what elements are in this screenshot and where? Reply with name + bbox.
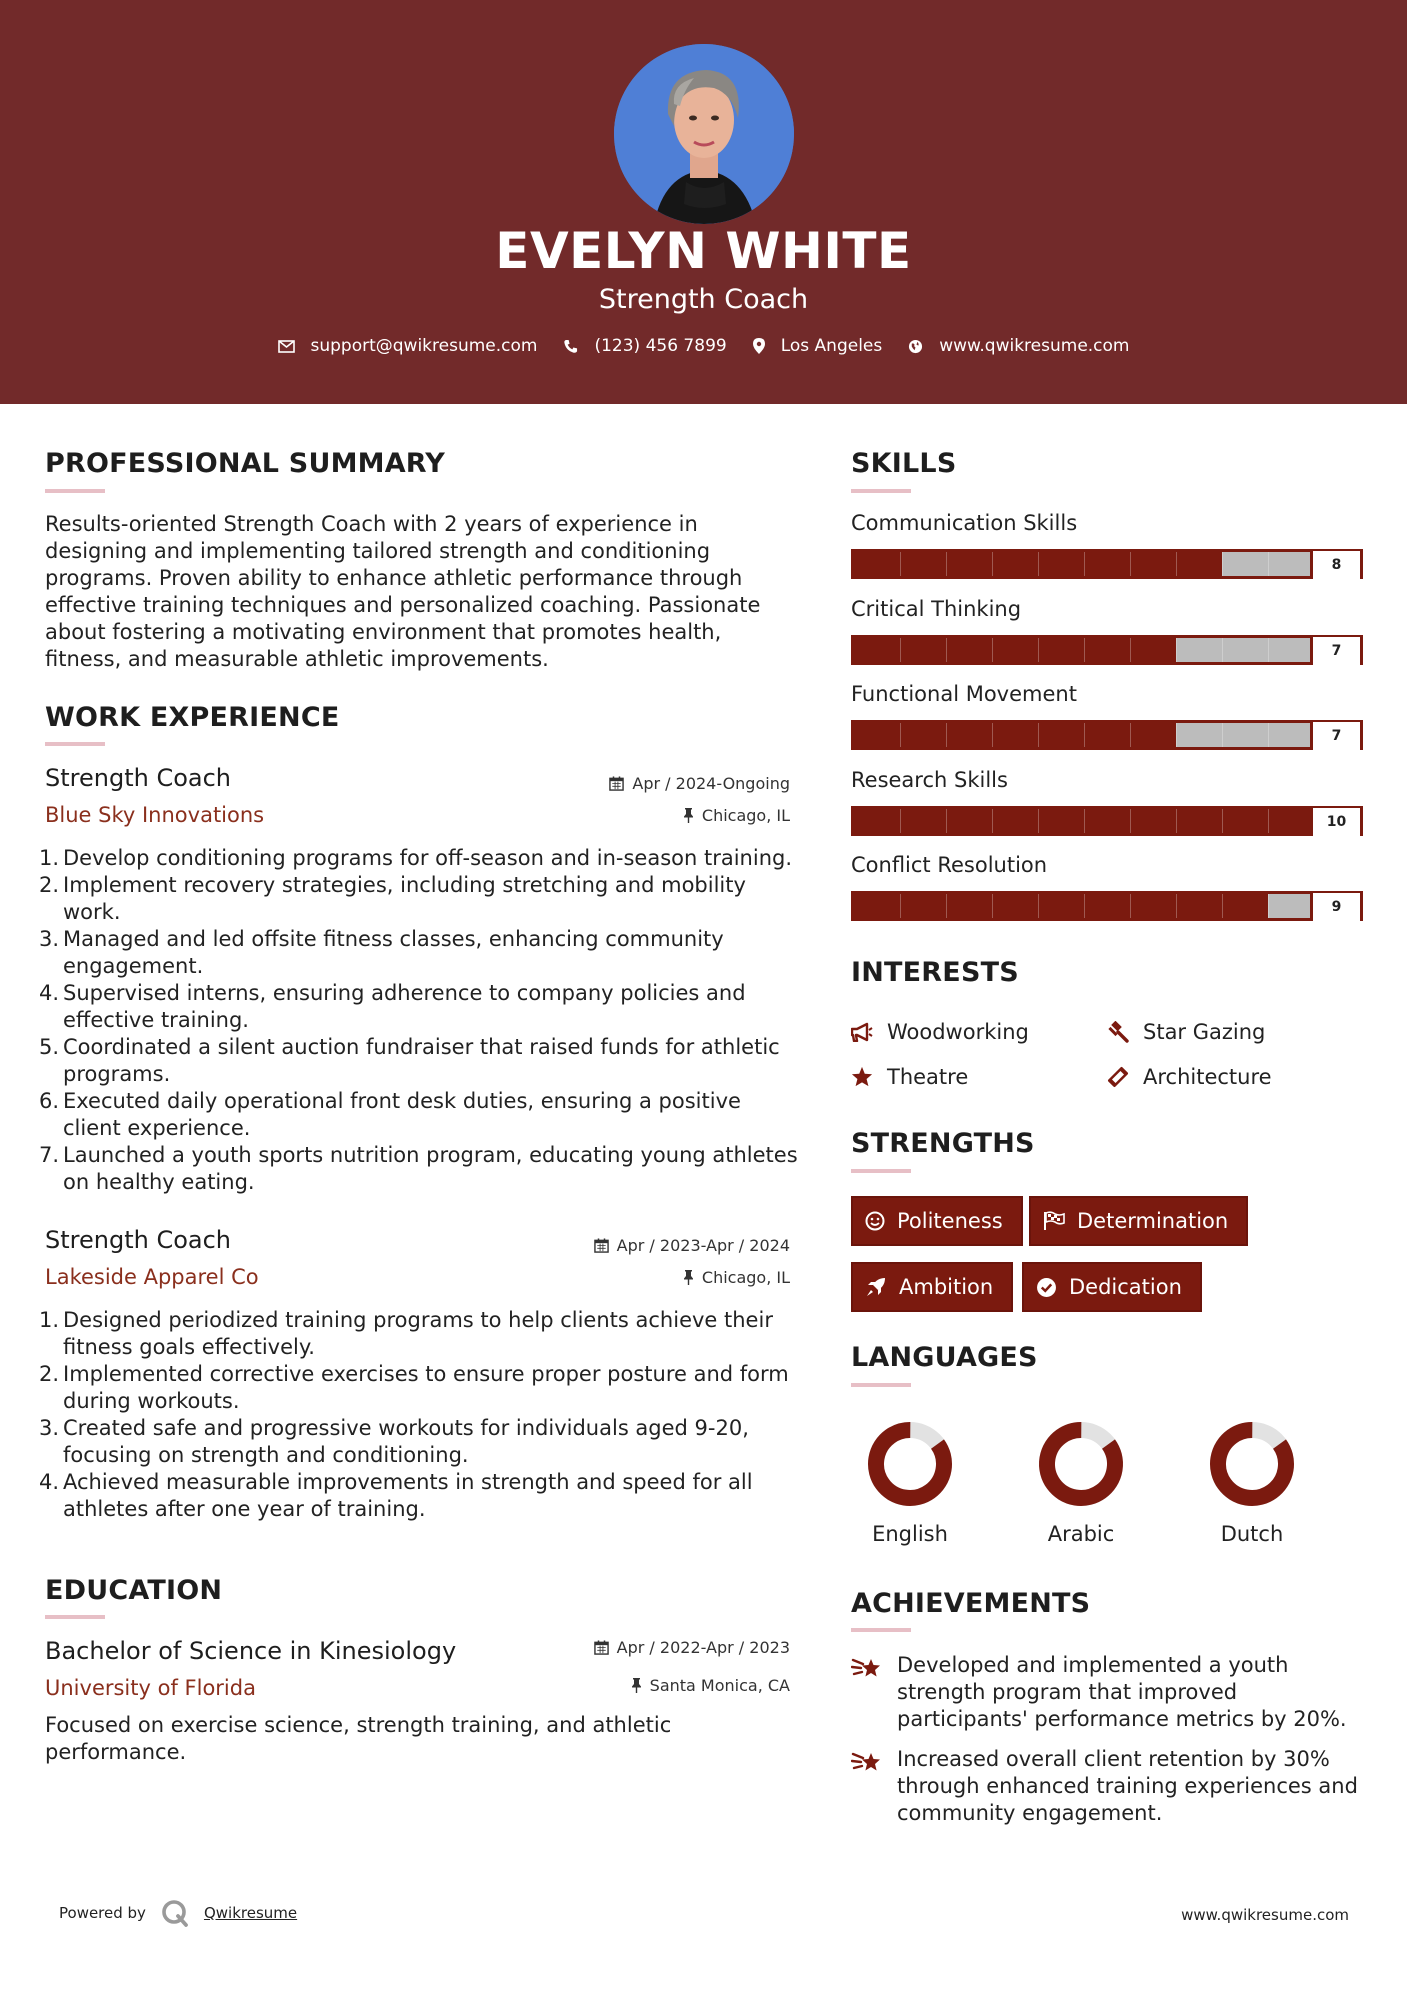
education-location (490, 1676, 790, 1695)
shooting-star-icon (851, 1654, 883, 1682)
qwikresume-link[interactable]: Qwikresume (203, 1904, 298, 1922)
candidate-name: EVELYN WHITE (495, 222, 912, 280)
map-marker-icon (753, 338, 765, 354)
skill-bar-divider (1268, 809, 1269, 833)
language-donut (1036, 1419, 1126, 1509)
skill-level-value: 7 (1310, 637, 1360, 665)
donut-fill (1036, 1419, 1126, 1509)
job-location-text: Chicago, IL (701, 1268, 790, 1287)
skill-bar-divider (1084, 809, 1085, 833)
skill-bar-divider (1038, 809, 1039, 833)
skill-bar-divider (1038, 552, 1039, 576)
profile-photo (614, 44, 794, 224)
skill-bar-divider (946, 809, 947, 833)
skill-bar-divider (1038, 723, 1039, 747)
interest-item (851, 1020, 1029, 1044)
strength-label: Politeness (897, 1209, 1003, 1233)
interests-heading: INTERESTS (851, 957, 1019, 988)
skill-bar-divider (900, 723, 901, 747)
list-item: 1. Develop conditioning programs for off-season and in-season training. (39, 846, 793, 870)
heading-underline (851, 1628, 911, 1632)
skill-bar (851, 720, 1363, 750)
interest-label: Star Gazing (1143, 1020, 1266, 1044)
achievement-text: Developed and implemented a youth strength program that improved participants' performance metrics by 20%. (897, 1653, 1347, 1731)
heading-underline (45, 1615, 105, 1619)
website-text: www.qwikresume.com (939, 336, 1130, 356)
skill-bar-fill (854, 894, 1268, 918)
list-item: 3. Managed and led offsite fitness classes, enhancing community engagement. (39, 927, 724, 978)
skill-bar-divider (946, 723, 947, 747)
interest-label: Architecture (1143, 1065, 1272, 1089)
phone-icon (563, 339, 578, 354)
job-title: Strength Coach (45, 764, 231, 792)
education-dates-text: Apr / 2022-Apr / 2023 (616, 1638, 790, 1657)
strengths-heading: STRENGTHS (851, 1128, 1035, 1159)
job-company: Blue Sky Innovations (45, 803, 265, 827)
skill-bar (851, 806, 1363, 836)
skill-bar-divider (1084, 894, 1085, 918)
skill-bar-divider (1130, 552, 1131, 576)
job-dates (490, 1236, 790, 1255)
summary-text: Results-oriented Strength Coach with 2 years of experience in designing and implementing tailored strength and conditioning programs. Proven ability to enhance athletic performance through effective training techniques and personalized coaching. Passionate about fostering a motivating environment that promotes health, fitness, and measurable athletic improvements. (45, 512, 761, 671)
strength-badge (851, 1262, 1013, 1312)
language-label: Arabic (1047, 1522, 1115, 1546)
job-location (490, 1268, 790, 1287)
skill-bar-divider (946, 552, 947, 576)
languages-heading: LANGUAGES (851, 1342, 1038, 1373)
skill-bar-divider (1130, 894, 1131, 918)
interest-label: Woodworking (887, 1020, 1029, 1044)
list-item: 4. Achieved measurable improvements in strength and speed for all athletes after one year of training. (39, 1470, 753, 1521)
qwikresume-logo-icon (160, 1898, 190, 1928)
header-banner (0, 0, 1407, 404)
experience-heading: WORK EXPERIENCE (45, 702, 340, 733)
calendar-icon (594, 1238, 609, 1253)
contact-website[interactable] (908, 336, 1129, 356)
skill-label: Conflict Resolution (851, 853, 1048, 877)
skill-bar-divider (946, 638, 947, 662)
skill-level-value: 8 (1310, 551, 1360, 579)
skill-bar-fill (854, 809, 1360, 833)
job-location-text: Chicago, IL (701, 806, 790, 825)
heading-underline (851, 1169, 911, 1173)
calendar-icon (594, 1640, 609, 1655)
contact-phone[interactable] (563, 336, 726, 356)
language-donut (1207, 1419, 1297, 1509)
skill-bar-divider (1268, 638, 1269, 662)
footer-website[interactable]: www.qwikresume.com (1181, 1906, 1349, 1924)
thumbtack-icon (631, 1678, 642, 1693)
skill-bar-divider (1268, 894, 1269, 918)
smile-icon (865, 1211, 885, 1231)
shooting-star-icon (851, 1748, 883, 1776)
phone-text: (123) 456 7899 (594, 336, 727, 356)
heading-underline (45, 489, 105, 493)
achievement-item (851, 1746, 1361, 1827)
skill-bar-divider (1084, 723, 1085, 747)
skill-bar (851, 635, 1363, 665)
skill-bar-divider (1222, 809, 1223, 833)
skill-bar-divider (900, 809, 901, 833)
heading-underline (45, 742, 105, 746)
strength-badge (1029, 1196, 1248, 1246)
job-location (490, 806, 790, 825)
language-donut (865, 1419, 955, 1509)
thumbtack-icon (683, 808, 694, 823)
skill-bar-divider (1222, 894, 1223, 918)
skill-label: Functional Movement (851, 682, 1077, 706)
achievement-item (851, 1652, 1361, 1733)
language-label: English (872, 1522, 948, 1546)
contact-location (753, 336, 883, 356)
list-item: 2. Implemented corrective exercises to ensure proper posture and form during workouts. (39, 1362, 789, 1413)
list-item: 7. Launched a youth sports nutrition program, educating young athletes on healthy eating. (39, 1143, 798, 1194)
skill-label: Communication Skills (851, 511, 1078, 535)
skill-bar-divider (992, 723, 993, 747)
globe-icon (908, 339, 923, 354)
skill-bar-divider (992, 894, 993, 918)
list-item: 6. Executed daily operational front desk duties, ensuring a positive client experience. (39, 1089, 741, 1140)
candidate-title: Strength Coach (598, 284, 809, 315)
skill-bar-divider (992, 552, 993, 576)
email-text: support@qwikresume.com (310, 336, 538, 356)
envelope-icon (278, 340, 295, 353)
skill-bar-fill (854, 638, 1176, 662)
skills-heading: SKILLS (851, 448, 957, 479)
job-dates-text: Apr / 2024-Ongoing (632, 774, 790, 793)
skill-bar-divider (1222, 723, 1223, 747)
skill-label: Research Skills (851, 767, 1008, 792)
thumbtack-icon (683, 1270, 694, 1285)
job-bullets (39, 845, 799, 1196)
skill-bar-divider (992, 638, 993, 662)
location-text: Los Angeles (780, 336, 883, 356)
skill-bar-divider (1130, 723, 1131, 747)
check-circle-icon (1036, 1277, 1057, 1298)
gavel-icon (1107, 1021, 1129, 1043)
interest-item (1107, 1020, 1265, 1044)
skill-bar-divider (1130, 809, 1131, 833)
skill-bar-divider (1084, 638, 1085, 662)
skill-bar-divider (1176, 552, 1177, 576)
flag-checkered-icon (1043, 1211, 1065, 1231)
job-title: Strength Coach (45, 1226, 231, 1254)
interest-item (1107, 1065, 1272, 1089)
interest-item (851, 1065, 968, 1089)
education-dates (490, 1638, 790, 1657)
list-item: 1. Designed periodized training programs to help clients achieve their fitness goals effectively. (39, 1308, 773, 1359)
achievement-text: Increased overall client retention by 30% through enhanced training experiences and community engagement. (897, 1747, 1358, 1825)
skill-label: Critical Thinking (851, 596, 1022, 621)
achievements-heading: ACHIEVEMENTS (851, 1588, 1091, 1619)
rocket-icon (865, 1276, 887, 1298)
job-company: Lakeside Apparel Co (45, 1265, 259, 1289)
footer-powered-by (59, 1898, 297, 1928)
donut-fill (865, 1419, 955, 1509)
strength-label: Determination (1077, 1209, 1229, 1233)
strength-badge (1022, 1262, 1202, 1312)
skill-bar-divider (1268, 552, 1269, 576)
skill-bar-divider (1222, 552, 1223, 576)
skill-bar-divider (1176, 809, 1177, 833)
skill-level-value: 10 (1310, 808, 1360, 836)
avatar (614, 44, 794, 224)
skill-level-value: 9 (1310, 893, 1360, 921)
job-dates (490, 774, 790, 793)
bullhorn-icon (851, 1022, 873, 1042)
school-name: University of Florida (45, 1676, 256, 1700)
powered-by-text: Powered by (59, 1904, 146, 1922)
education-heading: EDUCATION (45, 1575, 223, 1606)
heading-underline (851, 1383, 911, 1387)
list-item: 2. Implement recovery strategies, including stretching and mobility work. (39, 873, 746, 924)
strength-badge (851, 1196, 1023, 1246)
skill-bar-divider (900, 894, 901, 918)
skill-bar-divider (1268, 723, 1269, 747)
strength-label: Ambition (899, 1275, 994, 1299)
list-item: 4. Supervised interns, ensuring adherence to company policies and effective training. (39, 981, 746, 1032)
ticket-icon (1107, 1066, 1129, 1088)
list-item: 3. Created safe and progressive workouts for individuals aged 9-20, focusing on strength and conditioning. (39, 1416, 749, 1467)
skill-bar-divider (900, 638, 901, 662)
job-dates-text: Apr / 2023-Apr / 2024 (616, 1236, 790, 1255)
skill-bar-divider (1084, 552, 1085, 576)
skill-bar-divider (1038, 638, 1039, 662)
skill-bar-divider (1222, 638, 1223, 662)
education-location-text: Santa Monica, CA (649, 1676, 790, 1695)
skill-bar-divider (992, 809, 993, 833)
language-label: Dutch (1220, 1522, 1284, 1546)
skill-bar-divider (1176, 894, 1177, 918)
skill-bar-divider (1130, 638, 1131, 662)
skill-level-value: 7 (1310, 722, 1360, 750)
interest-label: Theatre (887, 1065, 969, 1089)
skill-bar-fill (854, 723, 1176, 747)
skill-bar-divider (1176, 723, 1177, 747)
skill-bar (851, 891, 1363, 921)
contact-email[interactable] (278, 336, 538, 356)
job-bullets (39, 1307, 799, 1523)
skill-bar-divider (946, 894, 947, 918)
calendar-icon (609, 776, 624, 791)
contact-bar (0, 336, 1407, 356)
degree-title: Bachelor of Science in Kinesiology (45, 1637, 457, 1665)
summary-heading: PROFESSIONAL SUMMARY (45, 448, 446, 479)
skill-bar-divider (1038, 894, 1039, 918)
heading-underline (851, 489, 911, 493)
strength-label: Dedication (1069, 1275, 1182, 1299)
star-icon (851, 1066, 873, 1088)
list-item: 5. Coordinated a silent auction fundraiser that raised funds for athletic programs. (39, 1035, 780, 1086)
skill-bar (851, 549, 1363, 579)
education-description: Focused on exercise science, strength training, and athletic performance. (45, 1713, 672, 1764)
donut-fill (1207, 1419, 1297, 1509)
skill-bar-divider (1176, 638, 1177, 662)
skill-bar-divider (900, 552, 901, 576)
